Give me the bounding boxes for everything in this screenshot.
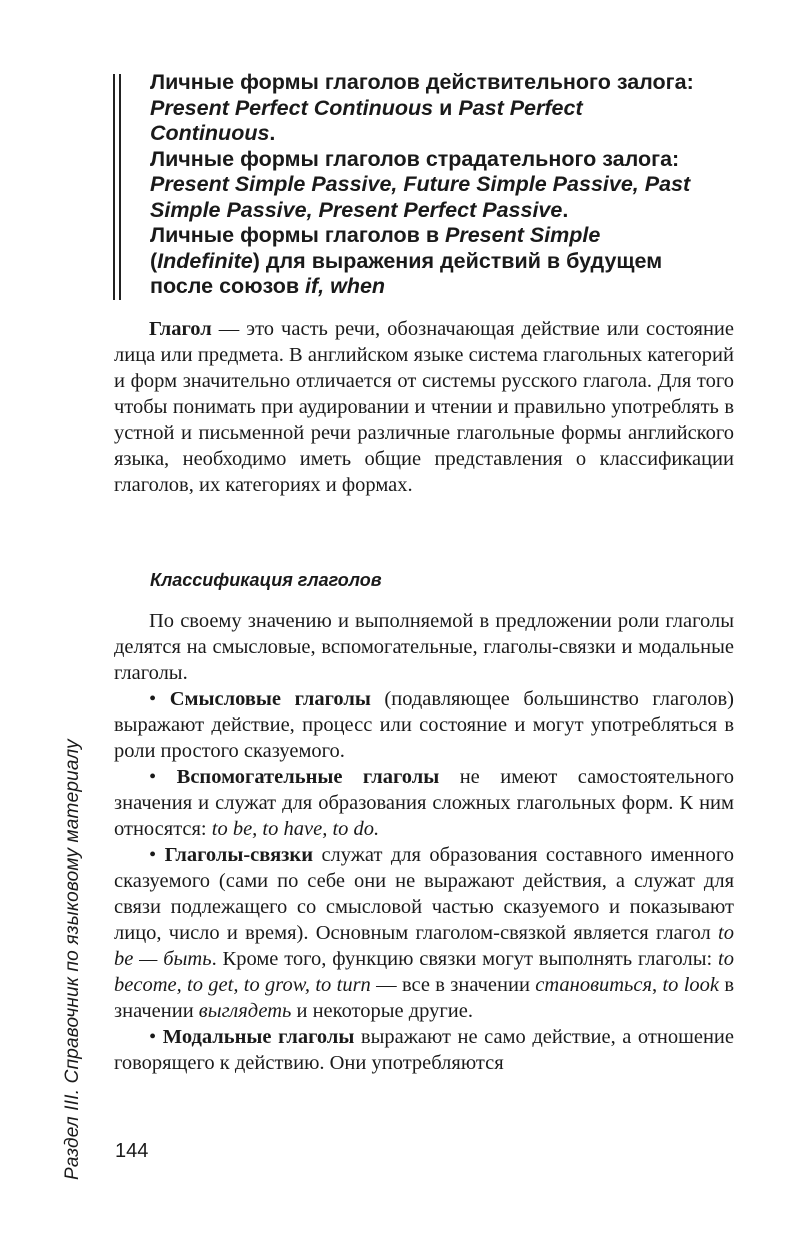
bullet: • <box>149 766 157 788</box>
classification-item <box>114 1024 734 1076</box>
topic-line: (Indefinite) для выражения действий в будущем <box>150 248 663 273</box>
item-text: (подавляющее большинство глаголов) выражают действие, процесс или состояние и могут употребляться в роли простого сказуемого. <box>114 688 734 762</box>
topics-block <box>150 70 738 300</box>
topic-line: после союзов if, when <box>150 274 386 298</box>
item-term: Глаголы-связки <box>164 844 314 866</box>
item-term: Вспомогательные глаголы <box>176 766 440 788</box>
bullet: • <box>149 844 157 866</box>
page-number: 144 <box>115 1140 149 1162</box>
item-term: Модальные глаголы <box>162 1026 355 1048</box>
item-text: служат для образования составного именного сказуемого (сами по себе они не выражают действия, а служат для связи подлежащего со смысловой частью сказуемого и показывают лицо, число и время). Основным глаголом-связкой является глагол to be — быть. Кроме того, функцию связки могут выполнять глаголы: to become, to get, to grow, to turn — все в значении становиться, to look в значении выглядеть и некоторые другие. <box>114 844 735 1022</box>
topic-line: Present Simple Passive, Future Simple Passive, Past <box>150 172 691 196</box>
bullet: • <box>149 1026 157 1048</box>
item-term: Смысловые глаголы <box>169 688 371 710</box>
classification-section <box>114 608 734 1076</box>
topic-line: Simple Passive, Present Perfect Passive. <box>150 197 569 222</box>
item-text: не имеют самостоятельного значения и служат для образования сложных глагольных форм. К ним относятся: to be, to have, to do. <box>114 766 734 840</box>
topic-item <box>150 70 738 147</box>
intro-text: — это часть речи, обозначающая действие или состояние лица или предмета. В английском языке система глагольных категорий и форм значительно отличается от системы русского глагола. Для того чтобы понимать при аудировании и чтении и правильно употреблять в устной и письменной речи различные глагольные формы английского языка, необходимо иметь общие представления о классификации глаголов, их категориях и формах. <box>114 318 734 496</box>
classification-heading: Классификация глаголов <box>150 570 382 590</box>
intro-section <box>114 316 734 498</box>
section-sidebar-label: Раздел III. Справочник по языковому материалу <box>62 739 83 1180</box>
topic-line: Continuous. <box>150 121 276 145</box>
intro-paragraph <box>114 316 734 498</box>
item-text: выражают не само действие, а отношение говорящего к действию. Они употребляются <box>114 1026 734 1074</box>
classification-lead: По своему значению и выполняемой в предложении роли глаголы делятся на смысловые, вспомогательные, глаголы-связки и модальные глаголы. <box>114 610 734 684</box>
classification-item <box>114 842 734 1024</box>
classification-item <box>114 764 734 842</box>
topic-line: Present Perfect Continuous и Past Perfect <box>150 95 583 120</box>
topic-line: Личные формы глаголов в Present Simple <box>150 223 601 247</box>
topic-item <box>150 147 738 224</box>
classification-item <box>114 686 734 764</box>
intro-term: Глагол <box>149 318 212 340</box>
topic-item <box>150 223 738 300</box>
bullet: • <box>149 688 157 710</box>
topic-rule-right <box>119 74 121 300</box>
topic-rule-left <box>113 74 115 300</box>
topic-line: Личные формы глаголов действительного залога: <box>150 70 694 94</box>
topic-line: Личные формы глаголов страдательного залога: <box>150 146 680 171</box>
